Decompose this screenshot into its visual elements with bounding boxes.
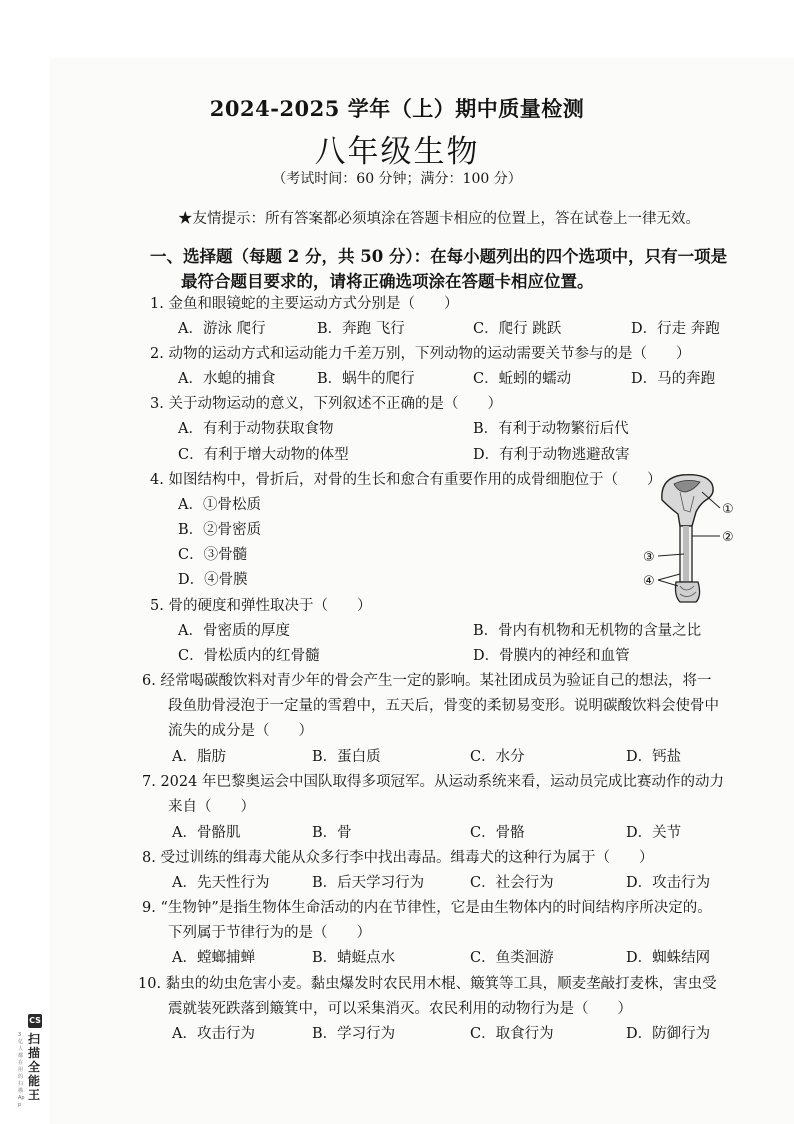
label-3: ③ — [643, 550, 655, 565]
question-9-line-2: 下列属于节律行为的是（ ） — [168, 925, 371, 941]
option-d: D．蜘蛛结网 — [626, 950, 711, 966]
scanner-logo-icon: CS — [28, 1014, 42, 1028]
leader-line-4b — [658, 574, 680, 580]
question-1 — [150, 292, 458, 313]
option-b: B．蛋白质 — [312, 749, 381, 765]
option-b: B．骨 — [312, 825, 352, 841]
question-number: 2. — [150, 346, 164, 362]
option-a: A．攻击行为 — [172, 1026, 255, 1042]
question-5 — [150, 594, 371, 615]
question-6-line-2: 段鱼肋骨浸泡于一定量的雪碧中，五天后，骨变的柔韧易变形。说明碳酸饮料会使骨中 — [168, 698, 719, 714]
option-d: D．防御行为 — [626, 1026, 711, 1042]
question-stem: 黏虫的幼虫危害小麦。黏虫爆发时农民用木棍、簸箕等工具，顺麦垄敲打麦株，害虫受 — [165, 976, 717, 992]
option-b: B．骨内有机物和无机物的含量之比 — [473, 623, 702, 639]
question-number: 4. — [150, 472, 164, 488]
question-stem: 如图结构中，骨折后，对骨的生长和愈合有重要作用的成骨细胞位于（ ） — [168, 472, 662, 488]
question-stem: 骨的硬度和弹性取决于（ ） — [168, 598, 372, 614]
exam-info: （考试时间：60 分钟；满分：100 分） — [272, 171, 522, 187]
question-stem: 关于动物运动的意义，下列叙述不正确的是（ ） — [168, 396, 502, 412]
question-6-line-3: 流失的成分是（ ） — [168, 723, 313, 739]
option-a: A．有利于动物获取食物 — [178, 421, 334, 437]
scanner-name: 扫描全能王 — [28, 1032, 41, 1102]
exam-subject: 八年级生物 — [314, 134, 480, 170]
question-stem: “生物钟”是指生物体生命活动的内在节律性，它是由生物体内的时间结构序所决定的。 — [160, 900, 712, 916]
option-b: B．后天学习行为 — [312, 875, 425, 891]
question-10 — [138, 972, 717, 993]
option-d: D．有利于动物逃避敌害 — [473, 447, 630, 463]
option-b: B．②骨密质 — [178, 522, 262, 538]
question-8 — [142, 846, 653, 867]
leader-line-4 — [658, 580, 678, 586]
option-a: A．游泳 爬行 — [178, 321, 266, 337]
option-c: C．水分 — [470, 749, 525, 765]
option-a: A．骨密质的厚度 — [178, 623, 290, 639]
question-number: 1. — [150, 296, 164, 312]
question-3 — [150, 392, 502, 413]
question-number: 8. — [142, 850, 156, 866]
question-number: 3. — [150, 396, 164, 412]
section-heading: 一、选择题（每题 2 分，共 50 分）：在每小题列出的四个选项中，只有一项是 — [150, 247, 728, 266]
question-number: 6. — [142, 673, 156, 689]
question-6 — [142, 669, 711, 690]
option-d: D．骨膜内的神经和血管 — [473, 648, 630, 664]
notice-text: ★友情提示：所有答案都必须填涂在答题卡相应的位置上，答在试卷上一律无效。 — [178, 211, 700, 227]
question-number: 10. — [138, 976, 162, 992]
question-stem: 2024 年巴黎奥运会中国队取得多项冠军。从运动系统来看，运动员完成比赛动作的动力 — [160, 774, 724, 790]
option-a: A．骨骼肌 — [172, 825, 241, 841]
option-b: B．有利于动物繁衍后代 — [473, 421, 629, 437]
question-number: 9. — [142, 900, 156, 916]
option-a: A．①骨松质 — [178, 497, 261, 513]
option-c: C．蚯蚓的蠕动 — [473, 371, 572, 387]
option-c: C．社会行为 — [470, 875, 554, 891]
option-a: A．水螅的捕食 — [178, 371, 276, 387]
option-c: C．爬行 跳跃 — [473, 321, 562, 337]
option-b: B．学习行为 — [312, 1026, 396, 1042]
option-d: D．行走 奔跑 — [631, 321, 720, 337]
question-9 — [142, 896, 712, 917]
question-7 — [142, 770, 724, 791]
option-a: A．先天性行为 — [172, 875, 270, 891]
label-1: ① — [722, 502, 734, 517]
scanner-tagline: 3亿人都在用的扫描App — [18, 1032, 25, 1108]
scanner-watermark — [18, 1012, 44, 1112]
option-c: C．骨松质内的红骨髓 — [178, 648, 320, 664]
femur-diagram-svg — [640, 470, 736, 606]
option-c: C．取食行为 — [470, 1026, 554, 1042]
option-d: D．④骨膜 — [178, 572, 248, 588]
option-c: C．③骨髓 — [178, 547, 248, 563]
option-b: B．蜻蜓点水 — [312, 950, 396, 966]
question-7-line-2: 来自（ ） — [168, 799, 255, 815]
question-stem: 受过训练的缉毒犬能从众多行李中找出毒品。缉毒犬的这种行为属于（ ） — [160, 850, 654, 866]
question-stem: 经常喝碳酸饮料对青少年的骨会产生一定的影响。某社团成员为验证自己的想法，将一 — [160, 673, 712, 689]
option-c: C．骨骼 — [470, 825, 525, 841]
option-d: D．关节 — [626, 825, 682, 841]
option-b: B．蜗牛的爬行 — [317, 371, 415, 387]
question-2 — [150, 342, 690, 363]
question-4 — [150, 468, 661, 489]
option-c: C．有利于增大动物的体型 — [178, 447, 349, 463]
option-d: D．钙盐 — [626, 749, 682, 765]
question-stem: 动物的运动方式和运动能力千差万别，下列动物的运动需要关节参与的是（ ） — [168, 346, 691, 362]
label-2: ② — [722, 530, 734, 545]
question-10-line-2: 震就装死跌落到簸箕中，可以采集消灭。农民利用的动物行为是（ ） — [168, 1001, 632, 1017]
exam-title: 2024-2025 学年（上）期中质量检测 — [209, 96, 585, 121]
question-number: 5. — [150, 598, 164, 614]
option-a: A．脂肪 — [172, 749, 226, 765]
option-a: A．螳螂捕蝉 — [172, 950, 255, 966]
option-d: D．攻击行为 — [626, 875, 711, 891]
section-heading-cont: 最符合题目要求的，请将正确选项涂在答题卡相应位置。 — [181, 272, 594, 291]
femur-diagram — [640, 470, 736, 606]
option-d: D．马的奔跑 — [631, 371, 716, 387]
label-4: ④ — [643, 574, 655, 589]
option-c: C．鱼类洄游 — [470, 950, 554, 966]
question-number: 7. — [142, 774, 156, 790]
option-b: B．奔跑 飞行 — [317, 321, 405, 337]
question-stem: 金鱼和眼镜蛇的主要运动方式分别是（ ） — [168, 296, 459, 312]
